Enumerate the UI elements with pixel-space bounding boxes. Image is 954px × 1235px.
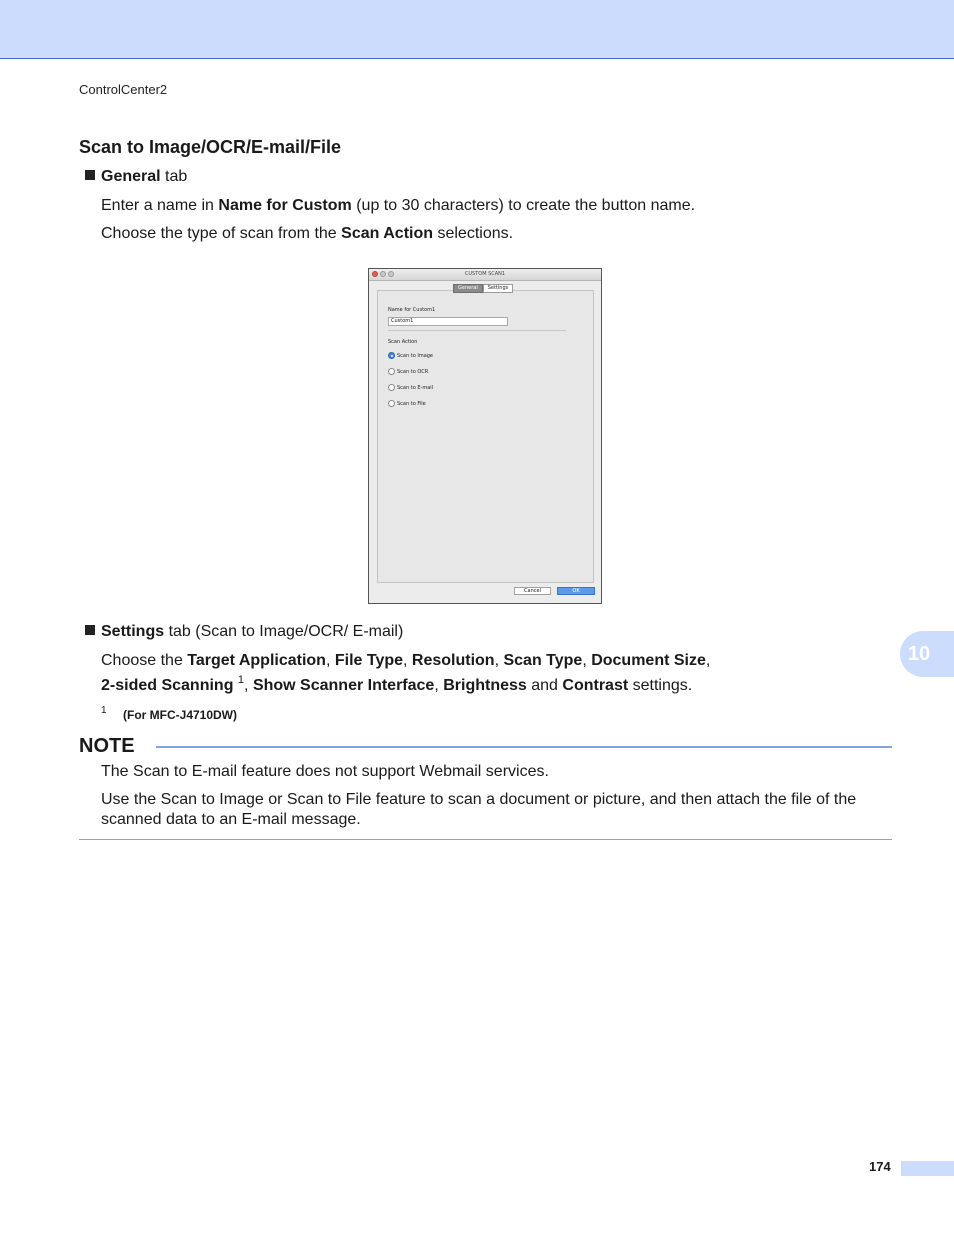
name-for-custom-input[interactable]: Custom1 [388, 317, 508, 326]
dialog-tabs [453, 284, 513, 293]
bullet-square-icon [85, 170, 95, 180]
radio-scan-to-file[interactable]: Scan to File [388, 400, 426, 407]
window-controls [372, 271, 394, 277]
settings-tab-line-2: 2-sided Scanning $^1$, Show Scanner Interface, Brightness and Contrast settings. [101, 674, 693, 694]
page-tab [901, 1161, 954, 1176]
radio-unselected-icon[interactable] [388, 384, 395, 391]
footnote-number: 1 [101, 705, 107, 716]
general-tab-panel [377, 290, 594, 583]
header-label: ControlCenter2 [79, 82, 168, 97]
bullet-square-icon [85, 625, 95, 635]
settings-tab-line-1: Choose the Target Application, File Type, Resolution, Scan Type, Document Size, [101, 652, 711, 669]
general-tab-bullet: General tab [85, 168, 187, 186]
radio-scan-to-email[interactable]: Scan to E-mail [388, 384, 433, 391]
custom-scan-dialog [368, 268, 602, 604]
tab-settings[interactable]: Settings [483, 284, 514, 293]
minimize-window-icon[interactable] [380, 271, 386, 277]
settings-tab-bullet: Settings tab (Scan to Image/OCR/ E-mail) [85, 623, 403, 641]
note-bottom-divider [79, 839, 892, 840]
name-for-custom-label: Name for Custom1 [388, 307, 436, 313]
section-heading: Scan to Image/OCR/E-mail/File [79, 137, 342, 157]
chapter-tab: 10 [900, 631, 954, 677]
footnote-text: (For MFC-J4710DW) [123, 708, 238, 722]
radio-scan-to-ocr[interactable]: Scan to OCR [388, 368, 428, 375]
dialog-divider [388, 330, 566, 331]
note-title: NOTE [79, 735, 135, 757]
dialog-title-bar [369, 269, 601, 281]
dialog-title: CUSTOM SCAN1 [464, 271, 506, 277]
ok-button[interactable]: OK [557, 587, 595, 595]
note-line-1: The Scan to E-mail feature does not support Webmail services. [101, 763, 549, 780]
radio-unselected-icon[interactable] [388, 400, 395, 407]
scan-action-label: Scan Action [388, 339, 418, 345]
cancel-button[interactable]: Cancel [514, 587, 551, 595]
general-tab-line-1: Enter a name in Name for Custom (up to 30 characters) to create the button name. [101, 197, 696, 214]
footnote-ref: 1 [237, 674, 245, 686]
header-band [0, 0, 954, 59]
zoom-window-icon[interactable] [388, 271, 394, 277]
radio-selected-icon[interactable] [388, 352, 395, 359]
note-line-2: Use the Scan to Image or Scan to File feature to scan a document or picture, and then attach the file of the scanned data to an E-mail message. [101, 791, 857, 828]
general-tab-line-2: Choose the type of scan from the Scan Action selections. [101, 225, 514, 242]
close-window-icon[interactable] [372, 271, 378, 277]
note-divider [156, 746, 892, 748]
radio-scan-to-image[interactable]: Scan to Image [388, 352, 433, 359]
tab-general[interactable]: General [453, 284, 483, 293]
radio-unselected-icon[interactable] [388, 368, 395, 375]
page-number: 174 [869, 1159, 891, 1174]
